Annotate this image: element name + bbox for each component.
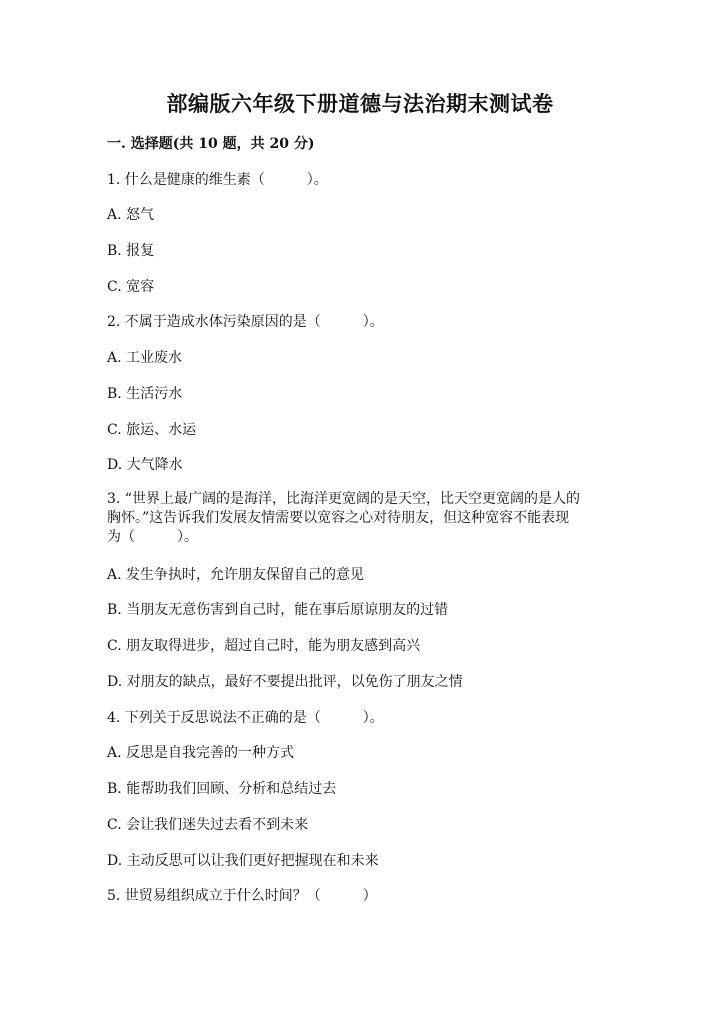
question-4-option-d: D. 主动反思可以让我们更好把握现在和未来 xyxy=(107,853,379,869)
question-3-option-b: B. 当朋友无意伤害到自己时，能在事后原谅朋友的过错 xyxy=(107,602,449,618)
question-4-option-c: C. 会让我们迷失过去看不到未来 xyxy=(107,817,309,833)
question-1-option-c: C. 宽容 xyxy=(107,279,155,295)
question-4-option-a: A. 反思是自我完善的一种方式 xyxy=(107,745,295,761)
question-4-stem: 4. 下列关于反思说法不正确的是（ ）。 xyxy=(107,710,384,726)
page-title: 部编版六年级下册道德与法治期末测试卷 xyxy=(166,91,554,116)
question-5-stem: 5. 世贸易组织成立于什么时间？（ ） xyxy=(107,888,377,904)
question-1-stem: 1. 什么是健康的维生素（ ）。 xyxy=(107,172,328,188)
question-3-stem-line-3: 为（ ）。 xyxy=(107,529,198,545)
question-3-option-a: A. 发生争执时，允许朋友保留自己的意见 xyxy=(107,567,365,583)
question-3-option-c: C. 朋友取得进步，超过自己时，能为朋友感到高兴 xyxy=(107,638,421,654)
question-3-option-d: D. 对朋友的缺点，最好不要提出批评，以免伤了朋友之情 xyxy=(107,674,463,690)
question-1-option-b: B. 报复 xyxy=(107,243,155,259)
question-2-option-c: C. 旅运、水运 xyxy=(107,422,197,438)
section-heading: 一. 选择题(共 10 题，共 20 分) xyxy=(107,136,315,152)
question-4-option-b: B. 能帮助我们回顾、分析和总结过去 xyxy=(107,781,337,797)
question-2-stem: 2. 不属于造成水体污染原因的是（ ）。 xyxy=(107,314,384,330)
question-2-option-d: D. 大气降水 xyxy=(107,457,183,473)
question-2-option-b: B. 生活污水 xyxy=(107,386,183,402)
question-3-stem-line-2: 胸怀。”这告诉我们发展友情需要以宽容之心对待朋友，但这种宽容不能表现 xyxy=(107,510,570,526)
question-2-option-a: A. 工业废水 xyxy=(107,350,183,366)
question-3-stem-line-1: 3. “世界上最广阔的是海洋，比海洋更宽阔的是天空，比天空更宽阔的是人的 xyxy=(107,491,580,507)
question-1-option-a: A. 怒气 xyxy=(107,207,155,223)
